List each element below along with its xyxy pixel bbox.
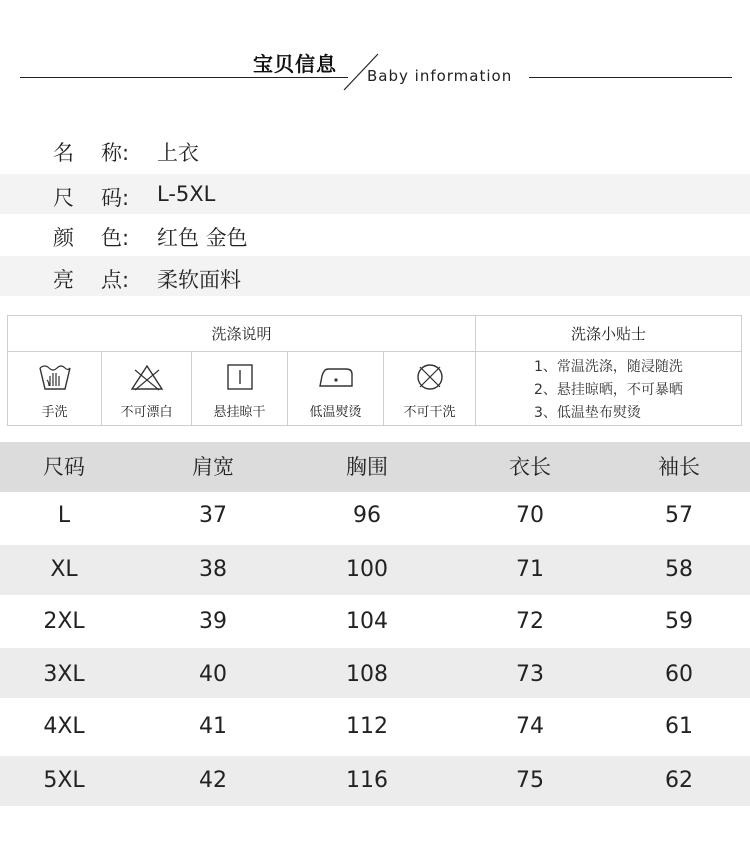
no-bleach-icon xyxy=(129,362,165,392)
table-cell: 73 xyxy=(516,662,544,687)
table-cell: L xyxy=(57,503,71,528)
care-item-hand-wash xyxy=(8,352,102,425)
header-title-cn: 宝贝信息 xyxy=(253,52,337,76)
column-header: 肩宽 xyxy=(192,455,234,479)
care-item-hang-dry xyxy=(192,352,288,425)
info-row-name xyxy=(0,129,750,169)
care-item-label: 不可干洗 xyxy=(403,405,456,420)
table-cell: 75 xyxy=(516,768,544,793)
info-value: 红色 金色 xyxy=(157,226,248,250)
table-cell: 71 xyxy=(516,557,544,582)
table-row xyxy=(0,492,750,545)
hang-dry-icon xyxy=(222,362,258,392)
low-iron-icon xyxy=(316,362,356,392)
care-tips xyxy=(476,352,741,425)
table-cell: 42 xyxy=(199,768,227,793)
table-cell: 116 xyxy=(346,768,388,793)
header-divider-left xyxy=(20,77,348,78)
info-label-char: 尺 xyxy=(53,186,74,210)
info-label-char: 码: xyxy=(101,186,130,210)
care-table xyxy=(7,315,742,426)
table-cell: 39 xyxy=(199,609,227,634)
table-cell: 59 xyxy=(665,609,693,634)
table-row xyxy=(0,545,750,595)
table-cell: 41 xyxy=(199,714,227,739)
table-cell: 112 xyxy=(346,714,388,739)
info-value: L-5XL xyxy=(157,182,216,206)
care-instructions-title: 洗涤说明 xyxy=(8,316,476,352)
table-cell: 38 xyxy=(199,557,227,582)
info-value: 柔软面料 xyxy=(157,268,241,292)
care-tip: 1、常温洗涤，随浸随洗 xyxy=(534,359,683,375)
care-item-label: 悬挂晾干 xyxy=(213,405,266,420)
info-label-char: 色: xyxy=(101,226,130,250)
table-cell: 57 xyxy=(665,503,693,528)
table-cell: 58 xyxy=(665,557,693,582)
info-row-color xyxy=(0,214,750,254)
table-row xyxy=(0,698,750,756)
info-label-char: 亮 xyxy=(53,268,74,292)
table-cell: 72 xyxy=(516,609,544,634)
table-cell: 60 xyxy=(665,662,693,687)
info-value: 上衣 xyxy=(157,141,199,165)
table-cell: 3XL xyxy=(43,662,85,687)
table-cell: 61 xyxy=(665,714,693,739)
header-title-en: Baby information xyxy=(367,67,513,85)
care-item-label: 低温熨烫 xyxy=(309,405,362,420)
care-item-no-dry-clean xyxy=(384,352,476,425)
info-label-char: 点: xyxy=(101,268,130,292)
info-row-highlight xyxy=(0,256,750,296)
info-label-char: 称: xyxy=(101,141,130,165)
table-cell: 70 xyxy=(516,503,544,528)
column-header: 尺码 xyxy=(43,455,85,479)
table-row xyxy=(0,595,750,648)
care-tip: 2、悬挂晾晒，不可暴晒 xyxy=(534,382,683,398)
table-row xyxy=(0,648,750,698)
table-cell: 5XL xyxy=(43,768,85,793)
care-tips-title: 洗涤小贴士 xyxy=(476,316,741,352)
care-item-low-iron xyxy=(288,352,384,425)
care-tip: 3、低温垫布熨烫 xyxy=(534,405,641,421)
table-cell: 2XL xyxy=(43,609,85,634)
care-item-label: 不可漂白 xyxy=(120,405,173,420)
hand-wash-icon xyxy=(37,362,73,392)
table-cell: 108 xyxy=(346,662,388,687)
no-dry-clean-icon xyxy=(412,362,448,392)
table-cell: 4XL xyxy=(43,714,85,739)
table-cell: XL xyxy=(50,557,78,582)
info-row-size xyxy=(0,174,750,214)
size-table-header xyxy=(0,442,750,492)
info-label-char: 名 xyxy=(53,141,74,165)
care-item-no-bleach xyxy=(102,352,192,425)
table-cell: 74 xyxy=(516,714,544,739)
table-cell: 62 xyxy=(665,768,693,793)
care-item-label: 手洗 xyxy=(41,405,68,420)
table-cell: 96 xyxy=(353,503,381,528)
table-cell: 104 xyxy=(346,609,388,634)
column-header: 袖长 xyxy=(658,455,700,479)
table-row xyxy=(0,756,750,806)
header-divider-right xyxy=(529,77,732,78)
table-cell: 100 xyxy=(346,557,388,582)
table-cell: 37 xyxy=(199,503,227,528)
table-cell: 40 xyxy=(199,662,227,687)
info-label-char: 颜 xyxy=(53,226,74,250)
column-header: 胸围 xyxy=(346,455,388,479)
column-header: 衣长 xyxy=(509,455,551,479)
